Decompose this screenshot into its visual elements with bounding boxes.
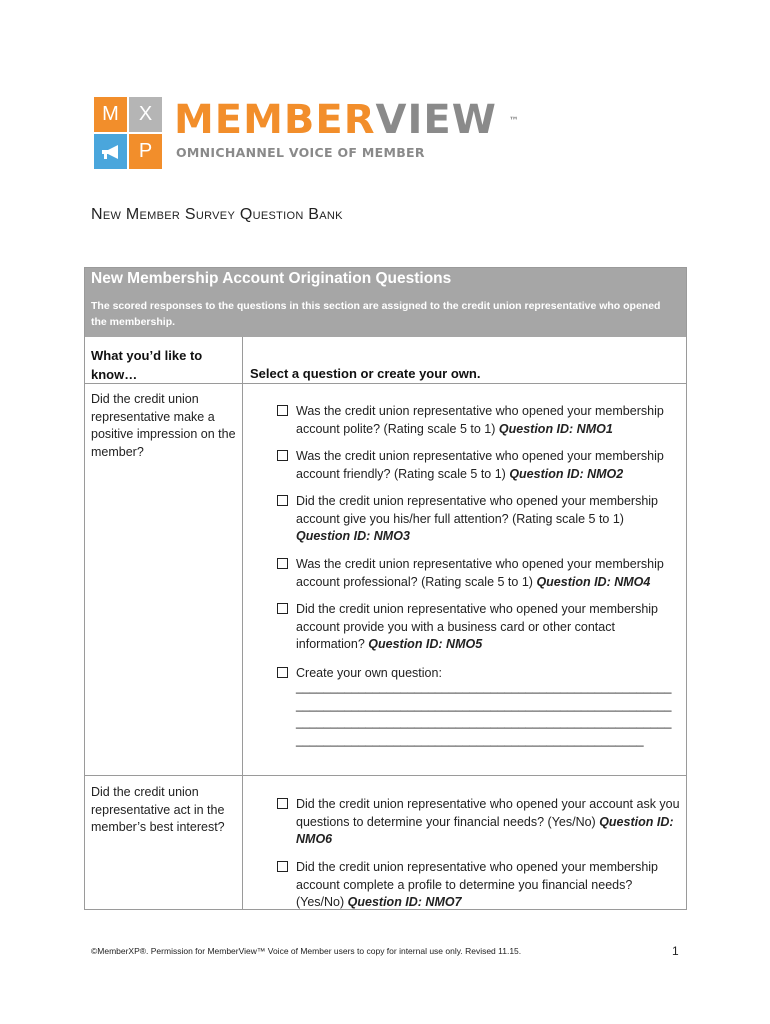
brand-view: VIEW [375,97,497,143]
question-id: Question ID: NMO2 [509,466,624,481]
logo-tile-m: M [94,97,127,132]
group-divider [85,775,686,776]
topic-best-interest: Did the credit union representative act in the member’s best interest? [91,785,225,834]
question-checkbox[interactable] [277,667,288,678]
section-description: The scored responses to the questions in this section are assigned to the credit union representative who opened the membership. [91,300,661,328]
brand-wordmark [174,97,519,143]
question-id: Question ID: NMO7 [347,895,462,909]
question-checkbox[interactable] [277,558,288,569]
question-text: Did the credit union representative who opened your membership account provide you with a business card or other contact information? Question ID: NMO5 [296,602,659,651]
question-id: Question ID: NMO1 [498,421,613,436]
mxp-logo-grid [94,97,162,169]
question-text: Did the credit union representative who opened your membership account give you his/her full attention? (Rating scale 5 to 1) Question ID: NMO3 [296,494,659,543]
column-header-know: What you’d like to know… [91,348,203,382]
question-text: Was the credit union representative who opened your membership account friendly? (Rating scale 5 to 1) Question ID: NMO2 [296,449,664,481]
brand-member: MEMBER [174,97,376,143]
question-checkbox[interactable] [277,450,288,461]
question-text: Did the credit union representative who opened your account ask you questions to determine your financial needs? (Yes/No) Question ID: NMO6 [296,797,680,846]
question-checkbox[interactable] [277,798,288,809]
question-text: Was the credit union representative who opened your membership account professional? (Rating scale 5 to 1) Question ID: NMO4 [296,557,664,589]
column-divider [242,337,243,910]
question-text: Did the credit union representative who opened your membership account complete a profile to determine you financial needs? (Yes/No) Question ID: NMO7 [296,860,659,909]
question-id: Question ID: NMO3 [296,529,410,543]
blank-line[interactable]: ______________________________________________________ [296,715,672,729]
question-checkbox[interactable] [277,861,288,872]
document-title: New Member Survey Question Bank [91,206,343,223]
column-header-select: Select a question or create your own. [250,366,481,381]
footer-copyright: ©MemberXP®. Permission for MemberView™ Voice of Member users to copy for internal use only. Revised 11.15. [91,946,522,956]
question-text: Was the credit union representative who opened your membership account polite? (Rating scale 5 to 1) Question ID: NMO1 [296,404,664,436]
question-checkbox[interactable] [277,495,288,506]
page-number: 1 [672,944,679,958]
question-checkbox[interactable] [277,603,288,614]
question-bank-table [84,267,687,910]
megaphone-icon [94,134,127,169]
logo-tile-x: X [129,97,162,132]
question-id: Question ID: NMO5 [368,637,483,651]
trademark-symbol: ™ [508,116,519,127]
topic-positive-impression: Did the credit union representative make a positive impression on the member? [91,392,236,459]
brand-tagline: OMNICHANNEL VOICE OF MEMBER [176,145,425,160]
question-id: Question ID: NMO4 [536,574,651,589]
blank-line[interactable]: ______________________________________________________ [296,698,672,712]
question-text: Create your own question: [296,666,442,680]
question-checkbox[interactable] [277,405,288,416]
blank-line[interactable]: ______________________________________________________ [296,680,672,694]
blank-line[interactable]: __________________________________________________ [296,733,644,747]
section-header [85,268,686,337]
memberview-logo [94,97,519,169]
question-id: Question ID: NMO6 [296,814,674,846]
section-title: New Membership Account Origination Questions [91,270,452,287]
logo-tile-p: P [129,134,162,169]
